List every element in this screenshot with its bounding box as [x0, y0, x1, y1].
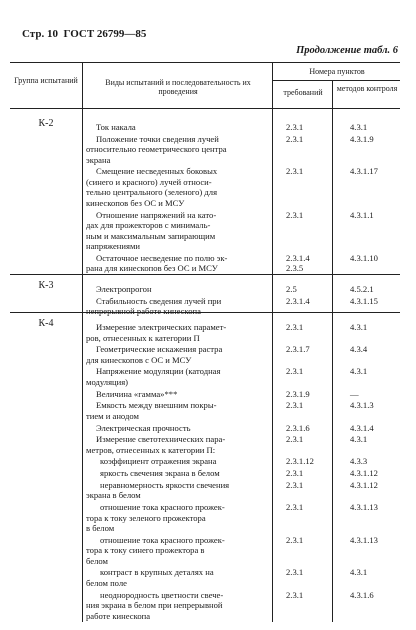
requirement-clause: 2.3.1.9	[286, 388, 310, 399]
test-description: Ток накала	[96, 122, 136, 132]
test-description: Отношение напряжений на като- дах для прожекторов с минималь- ным и максимальным запирающим напряжениями	[86, 209, 217, 252]
requirement-clause: 2.3.1.7	[286, 344, 310, 355]
method-clause: 4.3.1	[350, 434, 368, 445]
test-description: контраст в крупных деталях на белом поле	[86, 567, 214, 588]
group-label: К-2	[38, 118, 54, 129]
method-clause: 4.3.1.13	[350, 502, 378, 512]
method-clause: 4.3.3	[350, 456, 368, 467]
group-label: К-3	[38, 280, 54, 291]
method-clause: 4.3.1.4	[350, 422, 374, 433]
method-clause: 4.3.1.6	[350, 589, 374, 600]
requirement-clause: 2.3.1.4	[286, 295, 310, 306]
test-description: Остаточное несведение по полю эк- рана для кинескопов без ОС и МСУ	[86, 252, 228, 274]
requirement-clause: 2.3.1	[286, 322, 304, 332]
group-label: К-4	[38, 318, 54, 329]
col-tests-header: Виды испытаний и последовательность их проведения	[105, 78, 251, 96]
continuation-caption: Продолжение табл. 6	[296, 45, 398, 56]
requirement-clause: 2.3.1	[286, 166, 304, 177]
header-bottom-rule	[10, 108, 400, 109]
requirement-clause: 2.3.1	[286, 567, 304, 578]
requirement-clause: 2.3.1.6	[286, 422, 310, 433]
test-description: отношение тока красного прожек- тора к току синего прожектора в белом	[86, 534, 225, 566]
requirement-clause: 2.3.1	[286, 502, 304, 512]
test-description: Стабильность сведения лучей при непрерывной работе кинескопа	[86, 295, 222, 317]
page-header	[22, 28, 146, 40]
test-description: Емкость между внешним покры- тием и анодом	[86, 400, 217, 421]
data-table	[10, 62, 400, 622]
numbers-subrule	[272, 80, 400, 81]
method-clause: 4.3.1	[350, 366, 368, 377]
test-description: неравномерность яркости свечения экрана в белом	[86, 479, 230, 501]
test-description: Смещение несведенных боковых (синего и красного) лучей относи- тельно центрального (зеленого) для кинескопов без ОС и МСУ	[86, 166, 218, 208]
test-description: коэффициент отражения экрана	[100, 456, 217, 467]
test-description: отношение тока красного прожек- тора к току зеленого прожектора в белом	[86, 502, 225, 533]
method-clause: 4.3.1.9	[350, 133, 374, 144]
requirement-clause: 2.3.1	[286, 589, 304, 600]
test-description: Электропрогон	[96, 284, 152, 294]
method-clause: 4.3.1.15	[350, 295, 378, 306]
test-description: яркость свечения экрана в белом	[100, 468, 220, 479]
requirement-clause: 2.3.1	[286, 479, 304, 490]
test-description: Измерение электрических парамет- ров, отнесенных к категории П	[86, 322, 227, 343]
col-group-header: Группа испытаний	[14, 76, 78, 85]
test-description: Геометрические искажения растра для кинескопов с ОС и МСУ	[86, 344, 223, 365]
method-clause: 4.3.1.13	[350, 534, 378, 545]
method-clause: —	[350, 388, 359, 399]
method-clause: 4.3.4	[350, 344, 368, 355]
method-clause: 4.3.1.3	[350, 400, 374, 411]
test-description: Напряжение модуляции (катодная модуляция)	[86, 366, 221, 387]
requirement-clause: 2.5	[286, 284, 297, 294]
method-clause: 4.3.1	[350, 322, 368, 332]
requirement-clause: 2.3.1	[286, 122, 304, 132]
requirement-clause: 2.3.1	[286, 366, 304, 377]
requirement-clause: 2.3.1	[286, 468, 304, 479]
method-clause: 4.3.1	[350, 567, 368, 578]
method-clause: 4.3.1.10	[350, 252, 378, 263]
group-col-rule	[82, 62, 83, 622]
test-description: Измерение светотехнических пара- метров, отнесенных к категории П:	[86, 434, 226, 455]
requirement-clause: 2.3.1	[286, 133, 304, 144]
requirement-clause: 2.3.1	[286, 534, 304, 545]
test-description: неоднородность цветности свече- ния экрана в белом при непрерывной работе кинескопа	[86, 589, 224, 621]
standard-code: ГОСТ 26799—85	[63, 28, 147, 40]
test-description: Положение точки сведения лучей относительно геометрического центра экрана	[86, 133, 227, 165]
page-number: Стр. 10	[22, 28, 58, 40]
method-clause: 4.3.1.1	[350, 209, 374, 220]
requirement-clause: 2.3.1.12	[286, 456, 314, 467]
col-requirements-header: требований	[283, 88, 323, 97]
requirement-clause: 2.3.1	[286, 434, 304, 445]
method-clause: 4.3.1	[350, 122, 368, 132]
method-clause: 4.3.1.12	[350, 479, 378, 490]
group-separator	[10, 274, 400, 275]
method-clause: 4.3.1.17	[350, 166, 378, 177]
requirement-clause: 2.3.1	[286, 400, 304, 411]
method-clause: 4.3.1.12	[350, 468, 378, 479]
method-clause: 4.5.2.1	[350, 284, 374, 294]
table-top-rule	[10, 62, 400, 63]
test-description: Электрическая прочность	[96, 422, 191, 433]
col-numbers-header: Номера пунктов	[309, 67, 365, 76]
requirement-clause: 2.3.1	[286, 209, 304, 220]
test-description: Величина «гамма»***	[96, 388, 178, 399]
requirement-clause: 2.3.1.4 2.3.5	[286, 252, 310, 274]
col-methods-header: методов контроля	[336, 84, 398, 93]
